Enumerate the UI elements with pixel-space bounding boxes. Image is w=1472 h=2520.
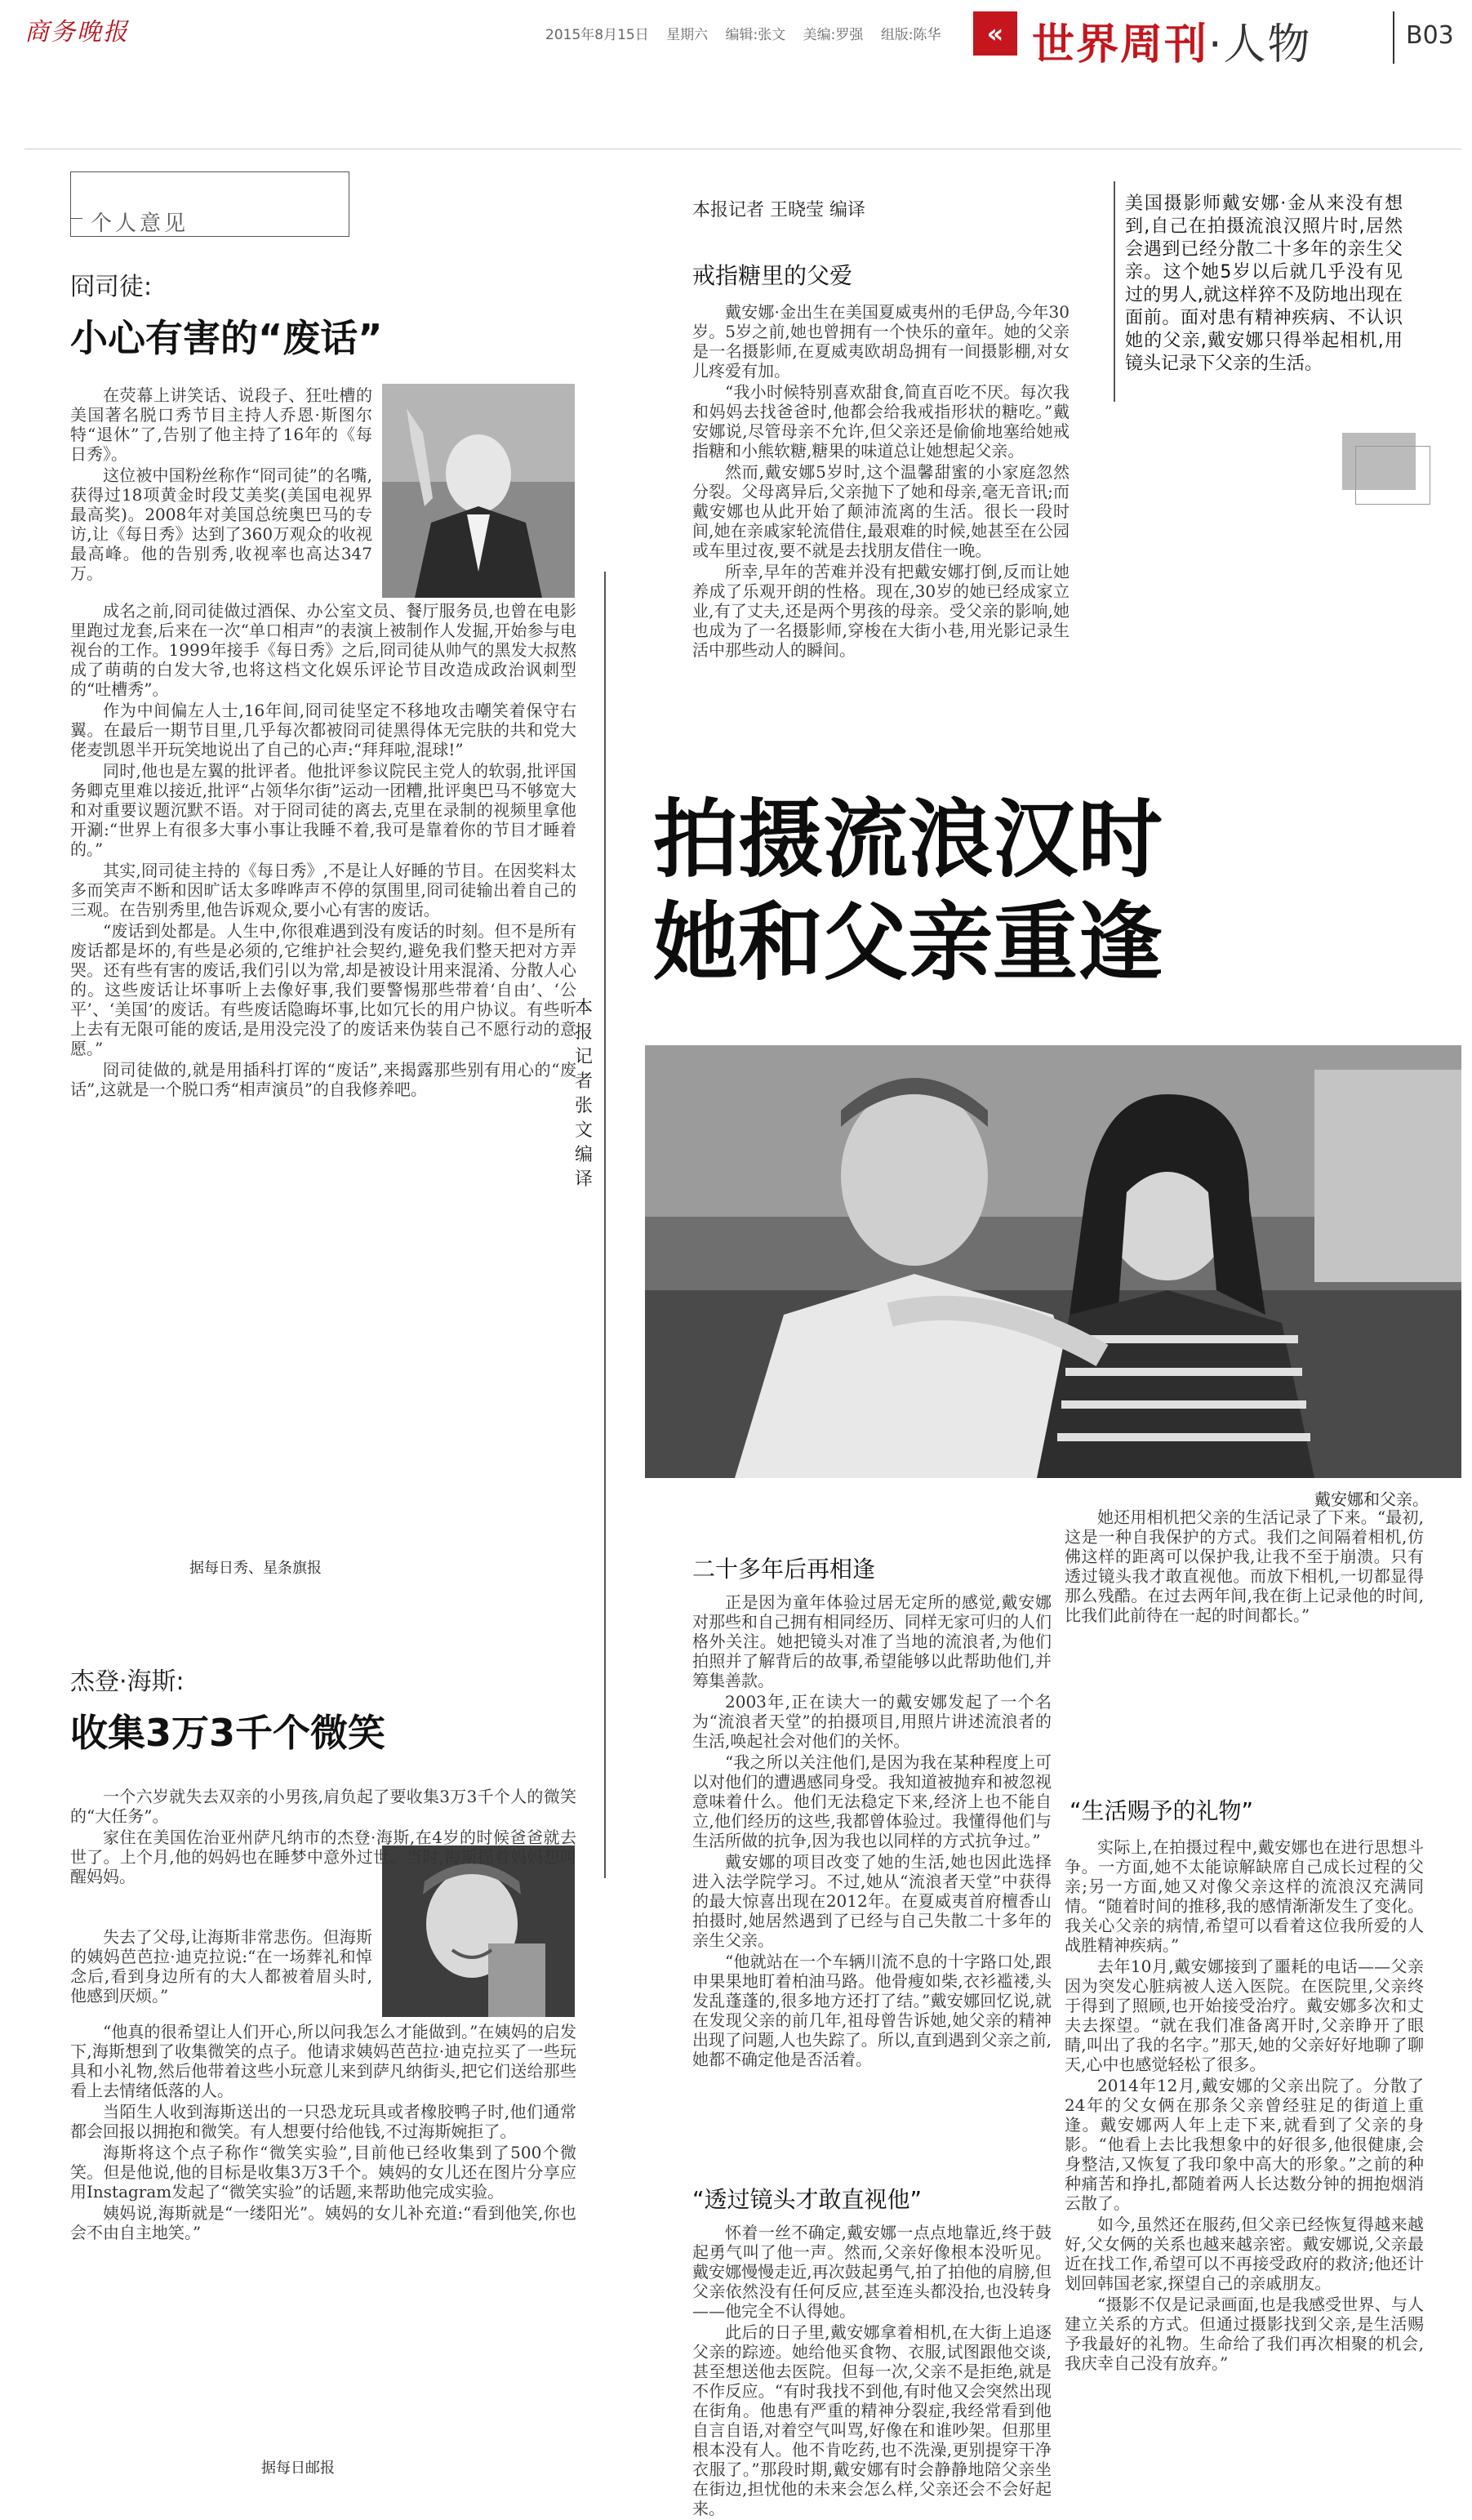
opinion-column-label-box [70, 171, 349, 237]
jon-stewart-photo [382, 384, 575, 598]
feature-paragraph: 2014年12月,戴安娜的父亲出院了。分散了24年的父女俩在那条父亲曾经驻足的街道上重逢。戴安娜两人年上走下来,就看到了父亲的身影。“他看上去比我想象中的好很多,他很健康,会身整洁,又恢复了我印象中高大的形象。”之前的种种痛苦和挣扎,都随着两人长达数分钟的拥抱烟消云散了。 [1065, 2076, 1424, 2213]
layout-credit: 组版:陈华 [880, 27, 941, 43]
photo-caption: 戴安娜和父亲。 [1314, 1489, 1429, 1509]
story1-paragraph: 同时,他也是左翼的批评者。他批评参议院民主党人的软弱,批评国务卿克里难以接近,批评“占领华尔街”运动一团糟,批评奥巴马不够宽大和对重要议题沉默不语。对于冏司徒的离去,克里在录制的视频里拿他开涮:“世界上有很多大事小事让我睡不着,我可是靠着你的节目才睡着的。” [70, 761, 576, 859]
story2-paragraph: 失去了父母,让海斯非常悲伤。但海斯的姨妈芭芭拉·迪克拉说:“在一场葬礼和悼念后,看到身边所有的大人都被着眉头时,他感到厌烦。” [70, 1927, 372, 2006]
feature-paragraph: 2003年,正在读大一的戴安娜发起了一个名为“流浪者天堂”的拍摄项目,用照片讲述流浪者的生活,唤起社会对他们的关怀。 [692, 1692, 1052, 1751]
feature-paragraph: 然而,戴安娜5岁时,这个温馨甜蜜的小家庭忽然分裂。父母离异后,父亲抛下了她和母亲,毫无音讯;而戴安娜也从此开始了颠沛流离的生活。很长一段时间,她在亲戚家轮流借住,最艰难的时候,她甚至在公园或车里过夜,要不就是去找朋友借住一晚。 [692, 462, 1070, 560]
feature-paragraph: “我之所以关注他们,是因为我在某种程度上可以对他们的遭遇感同身受。我知道被抛弃和被忽视意味着什么。他们无法稳定下来,经济上也不能自立,他们经历的这些,我都曾体验过。我懂得他们与生活所做的抗争,因为我也以同样的方式抗争过。” [692, 1752, 1052, 1850]
section-title [1032, 10, 1312, 71]
story1-paragraph: 这位被中国粉丝称作“冏司徒”的名嘴,获得过18项黄金时段艾美奖(美国电视界最高奖)。2008年对美国总统奥巴马的专访,让《每日秀》达到了360万观众的收视最高峰。他的告别秀,收视率也高达347万。 [70, 465, 372, 583]
story2-paragraph: 当陌生人收到海斯送出的一只恐龙玩具或者橡胶鸭子时,他们通常都会回报以拥抱和微笑。有人想要付给他钱,不过海斯婉拒了。 [70, 2102, 576, 2141]
feature-headline [653, 788, 1163, 994]
story1-paragraph: 在荧幕上讲笑话、说段子、狂吐槽的美国著名脱口秀节目主持人乔恩·斯图尔特“退休”了,告别了他主持了16年的《每日秀》。 [70, 385, 372, 464]
story2-paragraph: 姨妈说,海斯就是“一缕阳光”。姨妈的女儿补充道:“看到他笑,你也会不由自主地笑。” [70, 2203, 576, 2242]
feature-lead: 美国摄影师戴安娜·金从来没有想到,自己在拍摄流浪汉照片时,居然会遇到已经分散二十多年的亲生父亲。这个她5岁以后就几乎没有见过的男人,就这样猝不及防地出现在面前。面对患有精神疾病、不认识她的父亲,戴安娜只得举起相机,用镜头记录下父亲的生活。 [1125, 194, 1403, 374]
story2-kicker: 杰登·海斯: [70, 1667, 185, 1696]
story1-paragraph: 其实,冏司徒主持的《每日秀》,不是让人好睡的节目。在因奖料太多而笑声不断和因旷话太多哗哗声不停的氛围里,冏司徒输出着自己的三观。在告别秀里,他告诉观众,要小心有害的废话。 [70, 861, 576, 919]
story1-kicker: 冏司徒: [70, 273, 153, 301]
feature-paragraph: 正是因为童年体验过居无定所的感觉,戴安娜对那些和自己拥有相同经历、同样无家可归的人们格外关注。她把镜头对准了当地的流浪者,为他们拍照并了解背后的故事,希望能够以此帮助他们,并筹集善款。 [692, 1592, 1052, 1690]
story1-paragraph: 冏司徒做的,就是用插科打诨的“废话”,来揭露那些别有用心的“废话”,这就是一个脱口秀“相声演员”的自我修养吧。 [70, 1060, 576, 1099]
art-credit: 美编:罗强 [803, 27, 864, 43]
issue-date: 2015年8月15日 [545, 27, 649, 43]
feature-section1-title: 戒指糖里的父爱 [692, 262, 853, 289]
feature-paragraph: 怀着一丝不确定,戴安娜一点点地靠近,终于鼓起勇气叫了他一声。然而,父亲好像根本没听见。戴安娜慢慢走近,再次鼓起勇气,拍了拍他的肩膀,但父亲依然没有任何反应,甚至连头都没抬,也没转身——他完全不认得她。 [692, 2223, 1052, 2321]
section-badge-icon: « [973, 11, 1017, 56]
feature-paragraph: 去年10月,戴安娜接到了噩耗的电话——父亲因为突发心脏病被人送入医院。在医院里,父亲终于得到了照顾,也开始接受治疗。戴安娜多次和丈夫去探望。“就在我们准备离开时,父亲睁开了眼睛,叫出了我的名字。”那天,她的父亲好好地聊了聊天,心中也感觉轻松了很多。 [1065, 1957, 1424, 2074]
feature-section3-title: “透过镜头才敢直视他” [692, 2186, 923, 2213]
page-number: B03 [1406, 21, 1454, 50]
story1-paragraph: 成名之前,冏司徒做过酒保、办公室文员、餐厅服务员,也曾在电影里跑过龙套,后来在一次“单口相声”的表演上被制作人发掘,开始参与电视台的工作。1999年接手《每日秀》之后,冏司徒从帅气的黑发大叔熬成了萌萌的白发大爷,也将这档文化娱乐评论节目改造成政治讽刺型的“吐槽秀”。 [70, 601, 576, 699]
story1-body-upper [70, 385, 372, 585]
story2-paragraph: 家住在美国佐治亚州萨凡纳市的杰登·海斯,在4岁的时候爸爸就去世了。上个月,他的妈妈也在睡梦中意外过世。当时,海斯摇着妈妈想叫醒妈妈。 [70, 1828, 576, 1886]
feature-section4-title: “生活赐予的礼物” [1070, 1797, 1254, 1824]
feature-headline-line2: 她和父亲重逢 [653, 893, 1163, 992]
story1-headline: 小心有害的“废话” [70, 316, 383, 360]
story2-body-narrow [70, 1927, 372, 2007]
feature-paragraph: 戴安娜的项目改变了她的生活,她也因此选择进入法学院学习。不过,她从“流浪者天堂”中获得的最大惊喜出现在2012年。在夏威夷首府檀香山拍摄时,她居然遇到了已经与自己失散二十多年的亲生父亲。 [692, 1852, 1052, 1950]
opinion-column-label: 个人意见 [91, 211, 189, 236]
section-title-sub: ·人物 [1208, 20, 1312, 69]
story2-body-lower [70, 2022, 576, 2244]
feature-paragraph: 所幸,早年的苦难并没有把戴安娜打倒,反而让她养成了乐观开朗的性格。现在,30岁的她已经成家立业,有了丈夫,还是两个男孩的母亲。受父亲的影响,她也成为了一名摄影师,穿梭在大街小巷,用光影记录生活中那些动人的瞬间。 [692, 562, 1070, 660]
feature-section2-body [692, 1592, 1052, 2071]
story2-paragraph: 海斯将这个点子称作“微笑实验”,目前他已经收集到了500个微笑。但是他说,他的目标是收集3万3千个。姨妈的女儿还在图片分享应用Instagram发起了“微笑实验”的话题,来帮助他完成实验。 [70, 2143, 576, 2202]
section-title-main: 世界周刊 [1032, 20, 1209, 69]
feature-paragraph: 此后的日子里,戴安娜拿着相机,在大街上追逐父亲的踪迹。她给他买食物、衣服,试图跟他交谈,甚至想送他去医院。但每一次,父亲不是拒绝,就是不作反应。“有时我找不到他,有时他又会突然出现在街角。他患有严重的精神分裂症,我经常看到他自言自语,对着空气叫骂,好像在和谁吵架。但那里根本没有人。他不肯吃药,也不洗澡,更别提穿干净衣服了。”那段时期,戴安娜有时会静静地陪父亲坐在街边,担忧他的未来会怎么样,父亲还会不会好起来。 [692, 2322, 1052, 2518]
story2-source: 据每日邮报 [261, 2460, 335, 2477]
story1-body-lower [70, 601, 576, 1101]
feature-paragraph: “我小时候特别喜欢甜食,简直百吃不厌。每次我和妈妈去找爸爸时,他都会给我戒指形状的糖吃。”戴安娜说,尽管母亲不允许,但父亲还是偷偷地塞给她戒指糖和小熊软糖,糖果的味道总让她想起父亲。 [692, 382, 1070, 461]
decorative-block-outline [1355, 446, 1430, 505]
photo-illustration-icon [645, 1045, 1461, 1478]
feature-section4-body [1065, 1837, 1424, 2375]
story2-headline: 收集3万3千个微笑 [70, 1711, 386, 1755]
feature-paragraph: 实际上,在拍摄过程中,戴安娜也在进行思想斗争。一方面,她不太能谅解缺席自己成长过程的父亲;另一方面,她又对像父亲这样的流浪汉充满同情。“随着时间的推移,我的感情渐渐发生了变化。我关心父亲的病情,希望可以看着这位我所爱的人战胜精神疾病。” [1065, 1837, 1424, 1955]
story1-paragraph: “废话到处都是。人生中,你很难遇到没有废话的时刻。但不是所有废话都是坏的,有些是必须的,它维护社会契约,避免我们整天把对方弄哭。还有些有害的废话,我们引以为常,却是被设计用来混淆、分散人心的。这些废话让坏事听上去像好事,我们要警惕那些带着‘自由’、‘公平’、‘美国’的废话。有些废话隐晦坏事,比如冗长的用户协议。有些听上去有无限可能的废话,是用没完没了的废话来伪装自己不愿行动的意愿。” [70, 921, 576, 1058]
feature-paragraph: 如今,虽然还在服药,但父亲已经恢复得越来越好,父女俩的关系也越来越亲密。戴安娜说,父亲最近在找工作,希望可以不再接受政府的救济;他还计划回韩国老家,探望自己的亲戚朋友。 [1065, 2215, 1424, 2293]
header-divider [1393, 11, 1394, 64]
feature-paragraph: “摄影不仅是记录画面,也是我感受世界、与人建立关系的方式。但通过摄影找到父亲,是生活赐予我最好的礼物。生命给了我们再次相聚的机会,我庆幸自己没有放弃。” [1065, 2295, 1424, 2373]
feature-right-column [1065, 1507, 1424, 1627]
lead-frame-line [1114, 181, 1115, 402]
photo-illustration-icon [382, 384, 575, 598]
feature-paragraph: 她还用相机把父亲的生活记录了下来。“最初,这是一种自我保护的方式。我们之间隔着相机,仿佛这样的距离可以保护我,让我不至于崩溃。只有透过镜头我才敢直视他。而放下相机,一切都显得那么残酷。在过去两年间,我在街上记录他的时间,比我们此前待在一起的时间都长。” [1065, 1507, 1424, 1625]
story2-body [70, 1787, 576, 1888]
editor-credit: 编辑:张文 [725, 27, 786, 43]
story2-paragraph: 一个六岁就失去双亲的小男孩,肩负起了要收集3万3千个人的微笑的“大任务”。 [70, 1787, 576, 1826]
story1-paragraph: 作为中间偏左人士,16年间,冏司徒坚定不移地攻击嘲笑着保守右翼。在最后一期节目里,几乎每次都被冏司徒黑得体无完肤的共和党大佬麦凯恩半开玩笑地说出了自己的心声:“拜拜啦,混球!” [70, 701, 576, 759]
father-daughter-photo [645, 1045, 1461, 1478]
feature-headline-line1: 拍摄流浪汉时 [653, 790, 1163, 889]
issue-weekday: 星期六 [666, 27, 709, 43]
story2-paragraph: “他真的很希望让人们开心,所以问我怎么才能做到。”在姨妈的启发下,海斯想到了收集微笑的点子。他请求姨妈芭芭拉·迪克拉买了一些玩具和小礼物,然后他带着这些小玩意儿来到萨凡纳街头,把它们送给那些看上去情绪低落的人。 [70, 2022, 576, 2100]
feature-section2-title: 二十多年后再相逢 [692, 1556, 876, 1583]
feature-section3-body [692, 2223, 1052, 2520]
story1-source: 据每日秀、星条旗报 [189, 1560, 322, 1577]
feature-paragraph: “他就站在一个车辆川流不息的十字路口处,跟申果果地盯着柏油马路。他骨瘦如柴,衣衫褴褛,头发乱蓬蓬的,很多地方还打了结。”戴安娜回忆说,就在发现父亲的前几年,祖母曾告诉她,她父亲的精神出现了问题,人也失踪了。所以,直到遇到父亲之前,她都不确定他是否活着。 [692, 1952, 1052, 2069]
newspaper-logo: 商务晚报 [24, 18, 129, 47]
column-divider [604, 572, 606, 1878]
issue-meta [545, 23, 954, 43]
opinion-byline-vertical: 本报记者 张文 编译 [574, 998, 593, 1190]
feature-byline: 本报记者 王晓莹 编译 [692, 200, 865, 220]
feature-section1-body [692, 302, 1070, 661]
feature-paragraph: 戴安娜·金出生在美国夏威夷州的毛伊岛,今年30岁。5岁之前,她也曾拥有一个快乐的童年。她的父亲是一名摄影师,在夏威夷欧胡岛拥有一间摄影棚,对女儿疼爱有加。 [692, 302, 1070, 381]
